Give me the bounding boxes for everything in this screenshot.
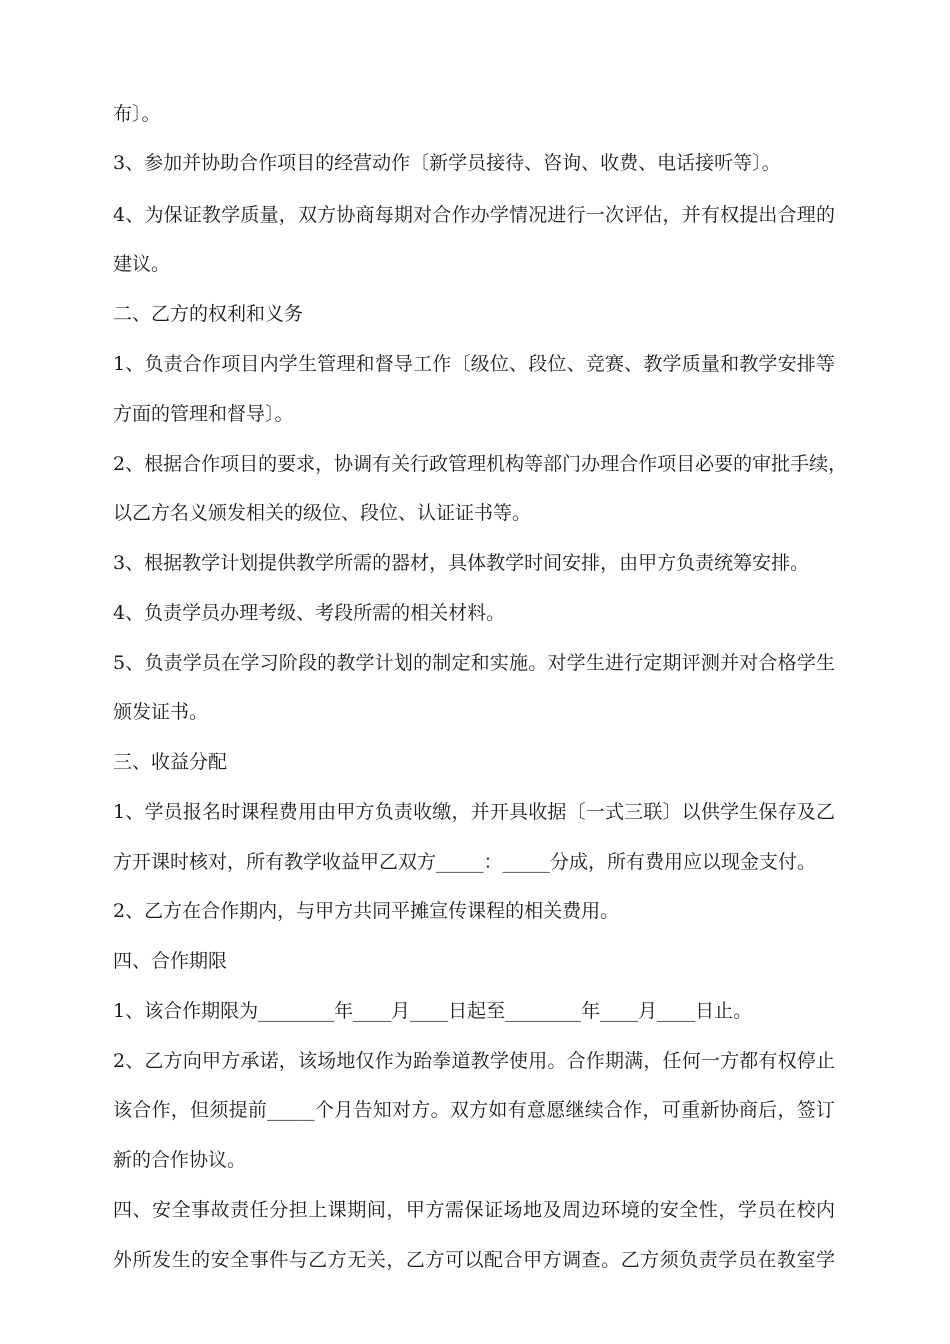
text-line: 3、参加并协助合作项目的经营动作〔新学员接待、咨询、收费、电话接听等〕。 [113,152,781,174]
text-line: 1、学员报名时课程费用由甲方负责收缴，并开具收据〔一式三联〕以供学生保存及乙 [113,801,835,823]
text-line: 布〕。 [113,103,161,125]
text-line: 新的合作协议。 [113,1149,247,1171]
text-line: 建议。 [113,253,171,275]
text-line: 方开课时核对，所有教学收益甲乙双方_____：_____分成，所有费用应以现金支付。 [113,851,817,873]
text-line: 四、安全事故责任分担上课期间，甲方需保证场地及周边环境的安全性，学员在校内 [113,1199,835,1221]
text-line: 1、负责合作项目内学生管理和督导工作〔级位、段位、竞赛、教学质量和教学安排等 [113,353,835,375]
section-heading: 四、合作期限 [113,950,228,972]
text-line: 2、根据合作项目的要求，协调有关行政管理机构等部门办理合作项目必要的审批手续， [113,453,848,475]
text-line: 1、该合作期限为________年____月____日起至________年____月____日止。 [113,1000,753,1022]
text-line: 颁发证书。 [113,701,209,723]
text-line: 4、为保证教学质量，双方协商每期对合作办学情况进行一次评估，并有权提出合理的 [113,204,835,226]
text-line: 2、乙方向甲方承诺，该场地仅作为跆拳道教学使用。合作期满，任何一方都有权停止 [113,1050,835,1072]
text-line: 5、负责学员在学习阶段的教学计划的制定和实施。对学生进行定期评测并对合格学生 [113,652,835,674]
text-line: 方面的管理和督导〕。 [113,403,294,425]
text-line: 4、负责学员办理考级、考段所需的相关材料。 [113,602,506,624]
text-line: 2、乙方在合作期内，与甲方共同平摊宣传课程的相关费用。 [113,900,620,922]
text-line: 3、根据教学计划提供教学所需的器材，具体教学时间安排，由甲方负责统筹安排。 [113,552,810,574]
section-heading: 二、乙方的权利和义务 [113,303,304,325]
text-line: 外所发生的安全事件与乙方无关，乙方可以配合甲方调查。乙方须负责学员在教室学 [113,1249,835,1271]
section-heading: 三、收益分配 [113,751,228,773]
text-line: 以乙方名义颁发相关的级位、段位、认证证书等。 [113,502,532,524]
text-line: 该合作，但须提前_____个月告知对方。双方如有意愿继续合作，可重新协商后，签订 [113,1099,835,1121]
